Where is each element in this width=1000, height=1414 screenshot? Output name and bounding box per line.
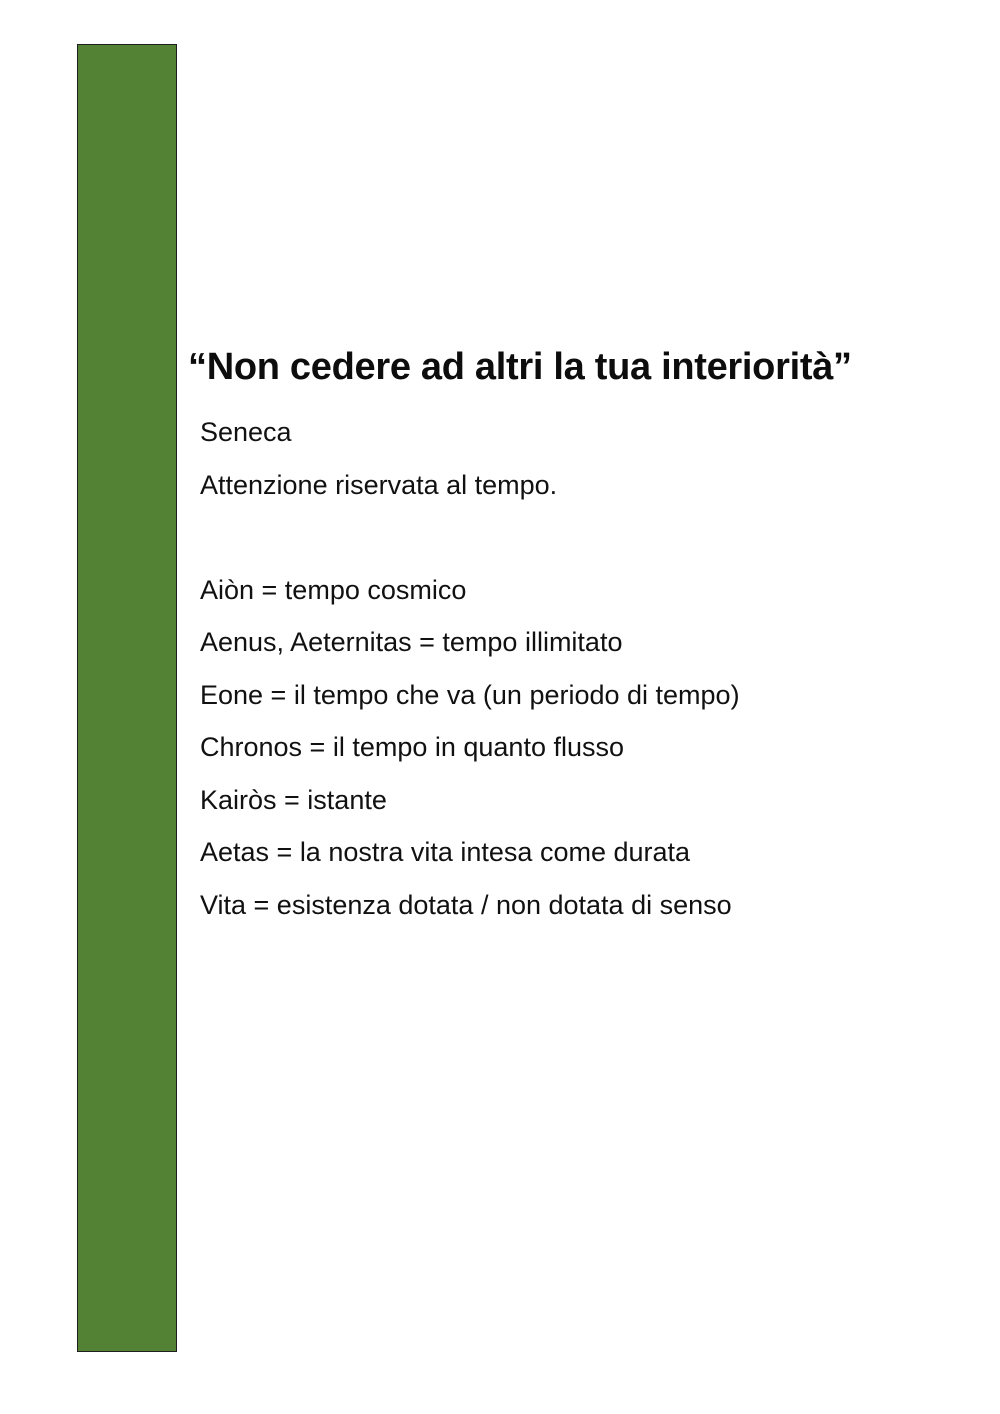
document-body [200, 406, 960, 931]
definition-line: Eone = il tempo che va (un periodo di tempo) [200, 679, 740, 710]
blank-line [200, 511, 960, 564]
intro-line: Attenzione riservata al tempo. [200, 469, 558, 500]
quote-title: “Non cedere ad altri la tua interiorità” [188, 346, 852, 388]
author-line: Seneca [200, 417, 292, 447]
definition-line: Aiòn = tempo cosmico [200, 574, 467, 605]
definition-line: Chronos = il tempo in quanto flusso [200, 732, 624, 762]
definition-line: Kairòs = istante [200, 784, 387, 815]
definition-line: Vita = esistenza dotata / non dotata di senso [200, 889, 732, 920]
definition-line: Aenus, Aeternitas = tempo illimitato [200, 627, 623, 657]
definition-line: Aetas = la nostra vita intesa come durata [200, 837, 691, 867]
green-side-bar [77, 44, 177, 1352]
